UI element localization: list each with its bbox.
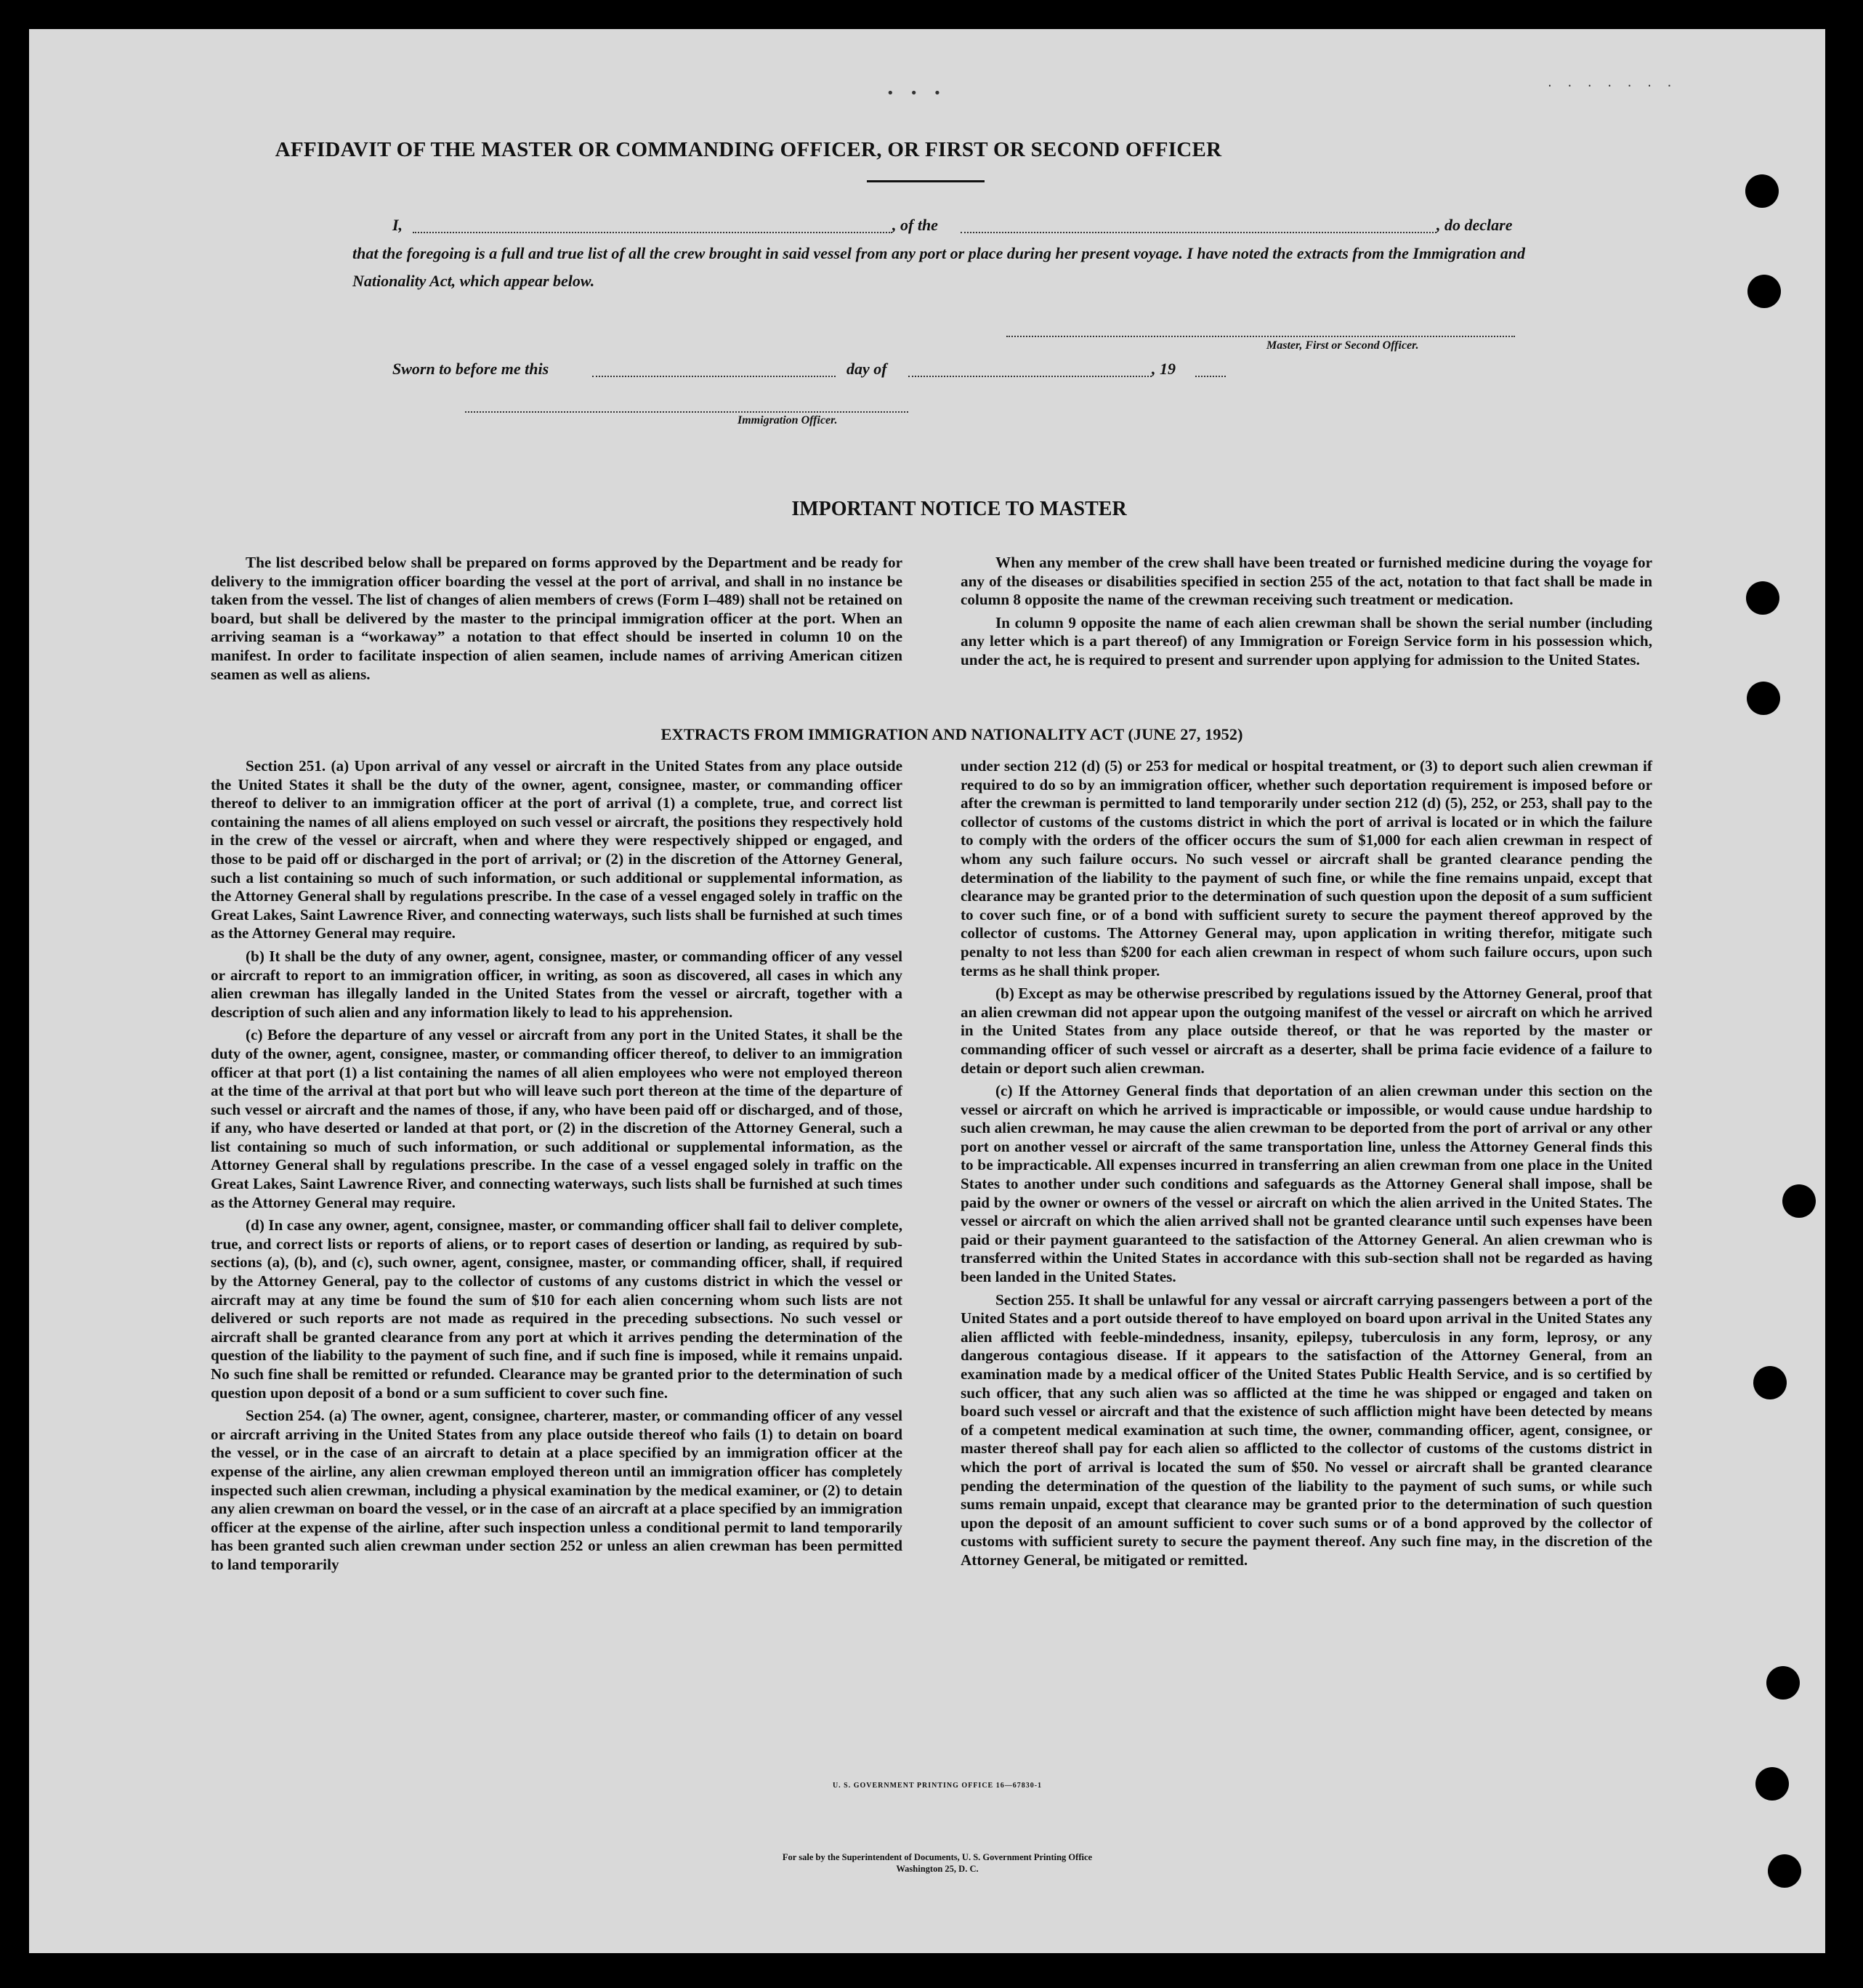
vessel-blank[interactable]	[961, 232, 1436, 233]
punch-hole	[1753, 1366, 1787, 1399]
do-declare-label: , do declare	[1436, 216, 1513, 234]
punch-hole	[1745, 174, 1779, 208]
extract-paragraph: (c) Before the departure of any vessel or aircraft from any port in the United States, it shall be the duty of the owner, agent, consignee, master, or commanding officer thereof, to deliver to an immigration officer at that port (1) a list containing the names of all alien employees who were not employed thereon at the time of the arrival at that port but who will leave such port thereon at the time of the departure of such vessel or aircraft and the names of those, if any, who have been paid off or discharged, and of those, if any, who have deserted or landed at that port, or (2) in the discretion of the Attorney General, such a list containing so much of such information, or such additional or supplemental information, as the Attorney General shall by regulations prescribe. In the case of a vessel engaged solely in traffic on the Great Lakes, Saint Lawrence River, and connecting waterways, such lists shall be furnished at such times as the Attorney General may require.	[211, 1026, 902, 1211]
notice-paragraph: When any member of the crew shall have been treated or furnished medicine during the voyage for any of the diseases or disabilities specified in section 255 of the act, notation to that fact shall be made in column 8 opposite the name of the crewman receiving such treatment or medication.	[961, 554, 1652, 609]
master-signature-label: Master, First or Second Officer.	[1266, 339, 1419, 352]
sworn-month-blank[interactable]	[908, 376, 1152, 377]
document-page	[29, 29, 1825, 1953]
sale-line-2: Washington 25, D. C.	[896, 1864, 979, 1874]
immigration-officer-label: Immigration Officer.	[737, 414, 838, 427]
punch-hole	[1747, 275, 1781, 308]
extract-paragraph: (b) Except as may be otherwise prescribed by regulations issued by the Attorney General, proof that an alien crewman did not appear upon the outgoing manifest of the vessel or aircraft on which he arrived in the United States from any place outside thereof, or that he was reported by the master or commanding officer of such vessel or aircraft as a deserter, shall be prima facie evidence of a failure to detain or deport such alien crewman.	[961, 985, 1652, 1077]
sale-line-1: For sale by the Superintendent of Documents, U. S. Government Printing Office	[782, 1852, 1093, 1862]
punch-hole	[1782, 1184, 1816, 1218]
immigration-officer-signature-line[interactable]	[465, 411, 908, 413]
sworn-day-blank[interactable]	[592, 376, 836, 377]
notice-right-column	[961, 554, 1652, 674]
sworn-label: Sworn to before me this	[392, 360, 549, 378]
extract-paragraph: Section 254. (a) The owner, agent, consignee, charterer, master, or commanding officer of any vessel or aircraft arriving in the United States from any place outside thereof who fails (1) to detain on board the vessel, or in the case of an aircraft to detain at a place specified by an immigration officer at the expense of the airline, any alien crewman employed thereon until an immigration officer has completely inspected such alien crewman, including a physical examination by the medical examiner, or (2) to detain any alien crewman on board the vessel, or in the case of an aircraft at a place specified by an immigration officer at the expense of the airline, after such inspection unless a conditional permit to land temporarily has been granted such alien crewman under section 252 or unless an alien crewman has been permitted to land temporarily	[211, 1407, 902, 1573]
extract-paragraph: Section 255. It shall be unlawful for any vessal or aircraft carrying passengers between a port of the United States and a port outside thereof to have employed on board upon arrival in the United States any alien afflicted with feeble-mindedness, insanity, epilepsy, tuberculosis in any form, leprosy, or any dangerous contagious disease. If it appears to the satisfaction of the Attorney General, from an examination made by a medical officer of the United States Public Health Service, and is so certified by such officer, that any such alien was so afflicted at the time he was shipped or engaged and taken on board such vessel or aircraft and that the existence of such affliction might have been detected by means of a competent medical examination at such time, the owner, commanding officer, agent, consignee, or master thereof shall pay for each alien so afflicted to the collector of customs of the customs district in which the port of arrival is located the sum of $50. No vessel or aircraft shall be granted clearance pending the determination of the question of the liability to the payment of such sums, or while such sums remain unpaid, except that clearance may be granted prior to the determination of such question upon the deposit of an amount sufficient to cover such sums or of a bond approved by the collector of customs with sufficient surety to secure the payment thereof. Any such fine may, in the discretion of the Attorney General, be mitigated or remitted.	[961, 1290, 1652, 1569]
affidavit-statement: that the foregoing is a full and true list of all the crew brought in said vessel from any port or place during her present voyage. I have noted the extracts from the Immigration and Nationality Act, which appear below.	[352, 244, 1526, 290]
scan-marks: · · · · · · ·	[1548, 78, 1678, 94]
punch-hole	[1747, 682, 1780, 715]
affidavit-title: AFFIDAVIT OF THE MASTER OR COMMANDING OFFICER, OR FIRST OR SECOND OFFICER	[275, 138, 1222, 161]
punch-hole	[1766, 1666, 1800, 1700]
extract-paragraph: (d) In case any owner, agent, consignee, master, or commanding officer shall fail to deliver complete, true, and correct lists or reports of aliens, or to report cases of desertion or landing, as required by sub-sections (a), (b), and (c), such owner, agent, consignee, master, or commanding officer, shall, if required by the Attorney General, pay to the collector of customs of any customs district in which the vessel or aircraft may at any time be found the sum of $10 for each alien concerning whom such lists are not delivered or such reports are not made as required in the preceding subsections. No such vessel or aircraft shall be granted clearance from any port at which it arrives pending the determination of the question of the liability to the payment of such fine, and if such fine is imposed, while it remains unpaid. No such fine shall be remitted or refunded. Clearance may be granted prior to the determination of such question upon deposit of a bond or a sum sufficient to cover such fine.	[211, 1216, 902, 1402]
extract-paragraph: under section 212 (d) (5) or 253 for medical or hospital treatment, or (3) to deport such alien crewman if required to do so by an immigration officer, whether such deportation requirement is imposed before or after the crewman is permitted to land temporarily under section 212 (d) (5), 252, or 253, shall pay to the collector of customs of the customs district in which the port of arrival is located or in which the failure to comply with the orders of the officer occurs the sum of $1,000 for each alien crewman in respect of whom any such failure occurs. No such vessel or aircraft shall be granted clearance pending the determination of the liability to the payment of such fine, or while the fine remains unpaid, except that clearance may be granted prior to the determination of such question upon the deposit of a sum sufficient to cover such fine, or of a bond with sufficient surety to secure the payment thereof approved by the collector of customs. The Attorney General may, upon application in writing therefor, mitigate such penalty to not less than $200 for each alien crewman in respect of whom such failure occurs, upon such terms as he shall think proper.	[961, 757, 1652, 979]
extracts-right-column	[961, 757, 1652, 1575]
affidavit-i-label: I,	[392, 216, 403, 234]
of-the-label: , of the	[892, 216, 938, 234]
notice-paragraph: In column 9 opposite the name of each alien crewman shall be shown the serial number (including any letter which is a part thereof) of any Immigration or Foreign Service form in his possession which, under the act, he is required to present and surrender upon applying for admission to the United States.	[961, 613, 1652, 668]
master-signature-line[interactable]	[1006, 336, 1515, 337]
punch-hole	[1755, 1767, 1789, 1801]
notice-left-column	[211, 554, 902, 688]
extract-paragraph: Section 251. (a) Upon arrival of any vessel or aircraft in the United States from any place outside the United States it shall be the duty of the owner, agent, consignee, master, or commanding officer thereof to deliver to an immigration officer at the port of arrival (1) a complete, true, and correct list containing the names of all aliens employed on such vessel or aircraft, the positions they respectively hold in the crew of the vessel or aircraft, when and where they were respectively shipped or engaged, and those to be paid off or discharged in the port of arrival; or (2) in the discretion of the Attorney General, such a list containing so much of such information, or such additional or supplemental information, as the Attorney General shall by regulations prescribe. In the case of a vessel engaged solely in traffic on the Great Lakes, Saint Lawrence River, and connecting waterways, such lists shall be furnished at such times as the Attorney General may require.	[211, 757, 902, 942]
year-blank[interactable]	[1195, 376, 1226, 377]
punch-hole	[1768, 1854, 1801, 1888]
sale-notice	[538, 1851, 1337, 1875]
day-of-label: day of	[846, 360, 887, 378]
extracts-left-column	[211, 757, 902, 1579]
printing-office-imprint: U. S. GOVERNMENT PRINTING OFFICE 16—67830-1	[832, 1782, 1043, 1790]
notice-title: IMPORTANT NOTICE TO MASTER	[791, 498, 1127, 520]
extract-paragraph: (c) If the Attorney General finds that deportation of an alien crewman under this section on the vessel or aircraft on which he arrived is impracticable or impossible, or would cause undue hardship to such alien crewman, he may cause the alien crewman to be deported from the port of arrival or any other port on another vessel or aircraft of the same transportation line, unless the Attorney General finds this to be impracticable. All expenses incurred in transferring an alien crewman from one place in the United States to another under such conditions and safeguards as the Attorney General shall impose, shall be paid by the owner or owners of the vessel or aircraft on which the alien arrived in the United States. The vessel or aircraft on which the alien arrived shall not be granted clearance until such expenses have been paid or their payment guaranteed to the satisfaction of the Attorney General. An alien crewman who is transferred within the United States in accordance with this sub-section shall not be regarded as having been landed in the United States.	[961, 1082, 1652, 1286]
name-blank[interactable]	[413, 232, 892, 233]
title-rule	[867, 180, 985, 182]
year-label: , 19	[1152, 360, 1176, 378]
notice-paragraph: The list described below shall be prepared on forms approved by the Department and be ready for delivery to the immigration officer boarding the vessel at the port of arrival, and shall in no instance be taken from the vessel. The list of changes of alien members of crews (Form I–489) shall not be retained on board, but shall be delivered by the master to the principal immigration officer at the port. When an arriving seaman is a “workaway” a notation to that effect should be inserted in column 10 on the manifest. In order to facilitate inspection of alien seamen, include names of arriving American citizen seamen as well as aliens.	[211, 554, 902, 683]
extracts-title: EXTRACTS FROM IMMIGRATION AND NATIONALITY ACT (JUNE 27, 1952)	[660, 725, 1243, 743]
extract-paragraph: (b) It shall be the duty of any owner, agent, consignee, master, or commanding officer of any vessel or aircraft to report to an immigration officer, in writing, as soon as discovered, all cases in which any alien crewman has illegally landed in the United States from the vessel or aircraft, together with a description of such alien and any information likely to lead to his apprehension.	[211, 947, 902, 1021]
punch-hole	[1746, 581, 1779, 615]
scan-marks: • • •	[886, 86, 947, 101]
